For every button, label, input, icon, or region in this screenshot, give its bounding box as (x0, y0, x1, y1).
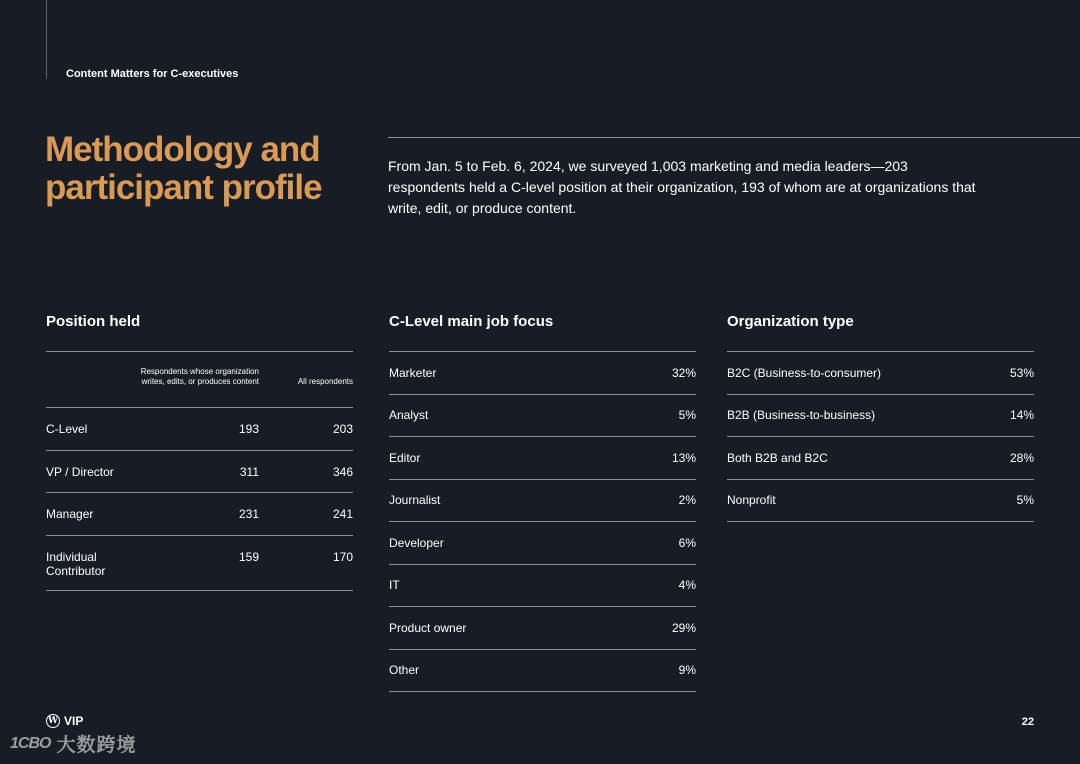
row-value: 4% (678, 578, 696, 593)
row-value: 53% (1009, 365, 1034, 380)
row-value-content: 193 (238, 422, 259, 436)
table-row (727, 352, 1034, 395)
table-row (389, 522, 696, 565)
row-value: 9% (678, 663, 696, 678)
row-value: 14% (1009, 408, 1034, 423)
row-value: 6% (678, 535, 696, 550)
row-value: 5% (678, 408, 696, 423)
table-row (727, 437, 1034, 480)
org-type-title: Organization type (727, 313, 854, 330)
table-row (46, 493, 353, 536)
page-title-line-1: Methodology and (45, 130, 320, 169)
table-row (727, 395, 1034, 438)
row-label: Product owner (389, 620, 467, 635)
table-row (389, 650, 696, 693)
row-value-all: 241 (332, 507, 353, 521)
table-row (46, 536, 353, 591)
row-value: 29% (671, 620, 696, 635)
row-value: 5% (1016, 493, 1034, 508)
job-focus-title: C-Level main job focus (389, 313, 554, 330)
page-title (45, 131, 322, 207)
row-value-all: 346 (332, 464, 353, 479)
row-label: Other (389, 663, 420, 678)
table-row (46, 451, 353, 494)
row-value: 28% (1009, 450, 1034, 465)
row-label: Analyst (389, 408, 429, 423)
watermark-mark: 1CBO (10, 734, 51, 752)
row-label: Individual Contributor (46, 549, 106, 578)
row-label: C-Level (46, 422, 88, 436)
intro-rule (388, 137, 1080, 138)
row-value: 2% (678, 493, 696, 508)
row-value-content: 159 (238, 549, 259, 564)
row-label: Editor (389, 450, 421, 465)
row-label: VP / Director (46, 464, 114, 479)
row-value-all: 203 (332, 422, 353, 436)
table-row (389, 565, 696, 608)
page-number: 22 (1021, 716, 1034, 728)
row-value-content: 311 (239, 464, 259, 479)
intro-paragraph: From Jan. 5 to Feb. 6, 2024, we surveyed 1,003 marketing and media leaders—203 respondents held a C-level position at their organization, 193 of whom are at organizations that write, edit, or produce content. (388, 158, 976, 216)
table-row (46, 408, 353, 451)
table-row (389, 480, 696, 523)
org-type-table (727, 351, 1034, 522)
table-row (389, 607, 696, 650)
logo-text: VIP (64, 714, 84, 728)
row-label: Nonprofit (727, 493, 776, 508)
running-title: Content Matters for C-executives (66, 68, 239, 80)
row-label: Both B2B and B2C (727, 450, 828, 465)
row-label: Developer (389, 535, 444, 550)
watermark (10, 730, 136, 757)
row-value-content: 231 (238, 507, 259, 521)
row-label: IT (389, 578, 400, 593)
table-row (727, 480, 1034, 523)
row-label: B2B (Business-to-business) (727, 408, 876, 423)
row-label: Journalist (389, 493, 441, 508)
column-header-all-respondents: All respondents (297, 377, 353, 386)
position-held-table (46, 351, 353, 591)
row-value-all: 170 (332, 549, 353, 564)
table-row (389, 437, 696, 480)
position-held-title: Position held (46, 313, 141, 330)
header-vertical-rule (46, 0, 47, 79)
job-focus-table (389, 351, 696, 692)
page-title-line-2: participant profile (45, 168, 322, 207)
row-value: 13% (671, 450, 696, 465)
row-label: B2C (Business-to-consumer) (727, 365, 882, 380)
table-row (389, 352, 696, 395)
watermark-text: 大数跨境 (56, 735, 137, 756)
column-header-content-orgs: Respondents whose organization writes, edits, or produces content (140, 367, 259, 386)
wordpress-vip-logo (46, 714, 83, 728)
row-value: 32% (671, 365, 696, 380)
row-label: Manager (46, 507, 94, 521)
row-label: Marketer (389, 365, 437, 380)
wordpress-icon: W (47, 716, 59, 726)
position-held-header-row (46, 352, 353, 408)
table-row (389, 395, 696, 438)
